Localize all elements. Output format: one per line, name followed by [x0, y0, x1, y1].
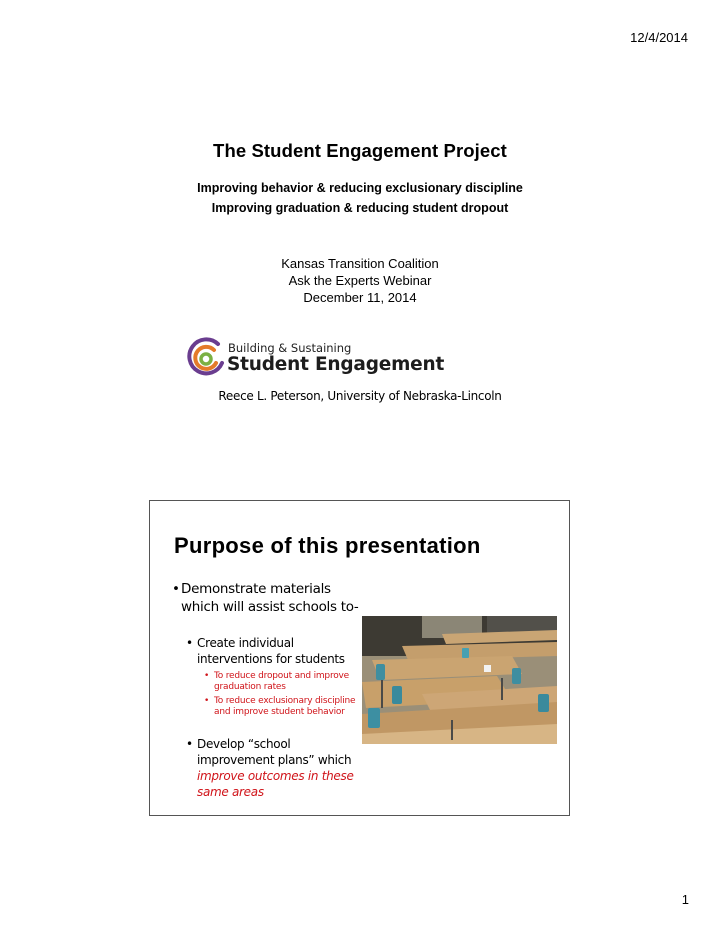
sub-sub-bullet-dropout — [204, 671, 362, 693]
title-slide — [0, 0, 720, 440]
bullet-icon: • — [186, 636, 193, 650]
bullet-text: To reduce dropout and improve graduation rates — [214, 671, 350, 692]
author-affiliation: Reece L. Peterson, University of Nebraska-Lincoln — [218, 389, 502, 403]
bullet-text-plain: Develop “school improvement plans” which — [197, 737, 352, 767]
event-name: Ask the Experts Webinar — [288, 273, 432, 288]
subtitle-behavior: Improving behavior & reducing exclusionary discipline — [197, 181, 523, 195]
logo-tagline: Building & Sustaining — [228, 341, 352, 355]
student-engagement-logo — [186, 336, 446, 380]
page-number: 1 — [681, 892, 689, 907]
bullet-demonstrate-materials — [172, 580, 372, 616]
bullet-icon: • — [172, 581, 180, 597]
concentric-circles-logo-icon — [186, 336, 226, 378]
bullet-icon: • — [204, 696, 210, 706]
sub-sub-bullet-discipline — [204, 696, 362, 718]
bullet-icon: • — [204, 671, 210, 681]
bullet-icon: • — [186, 737, 193, 751]
subtitle-graduation: Improving graduation & reducing student dropout — [211, 201, 509, 215]
logo-wordmark: Student Engagement — [227, 354, 445, 375]
purpose-slide — [149, 500, 570, 816]
event-organization: Kansas Transition Coalition — [281, 256, 439, 271]
presentation-title: The Student Engagement Project — [213, 140, 507, 161]
bullet-text: Demonstrate materials which will assist schools to- — [181, 581, 359, 615]
bullet-text: To reduce exclusionary discipline and improve student behavior — [214, 696, 356, 717]
event-date: December 11, 2014 — [303, 290, 417, 305]
bullet-text-emphasis: improve outcomes in these same areas — [197, 769, 354, 799]
slide-date: 12/4/2014 — [630, 30, 688, 45]
classroom-desks-photo — [362, 616, 557, 744]
sub-bullet-individual-interventions — [186, 635, 356, 667]
bullet-text — [197, 736, 356, 800]
bullet-text: Create individual interventions for students — [197, 636, 345, 666]
sub-bullet-school-improvement — [186, 736, 356, 800]
purpose-slide-title: Purpose of this presentation — [174, 533, 481, 558]
